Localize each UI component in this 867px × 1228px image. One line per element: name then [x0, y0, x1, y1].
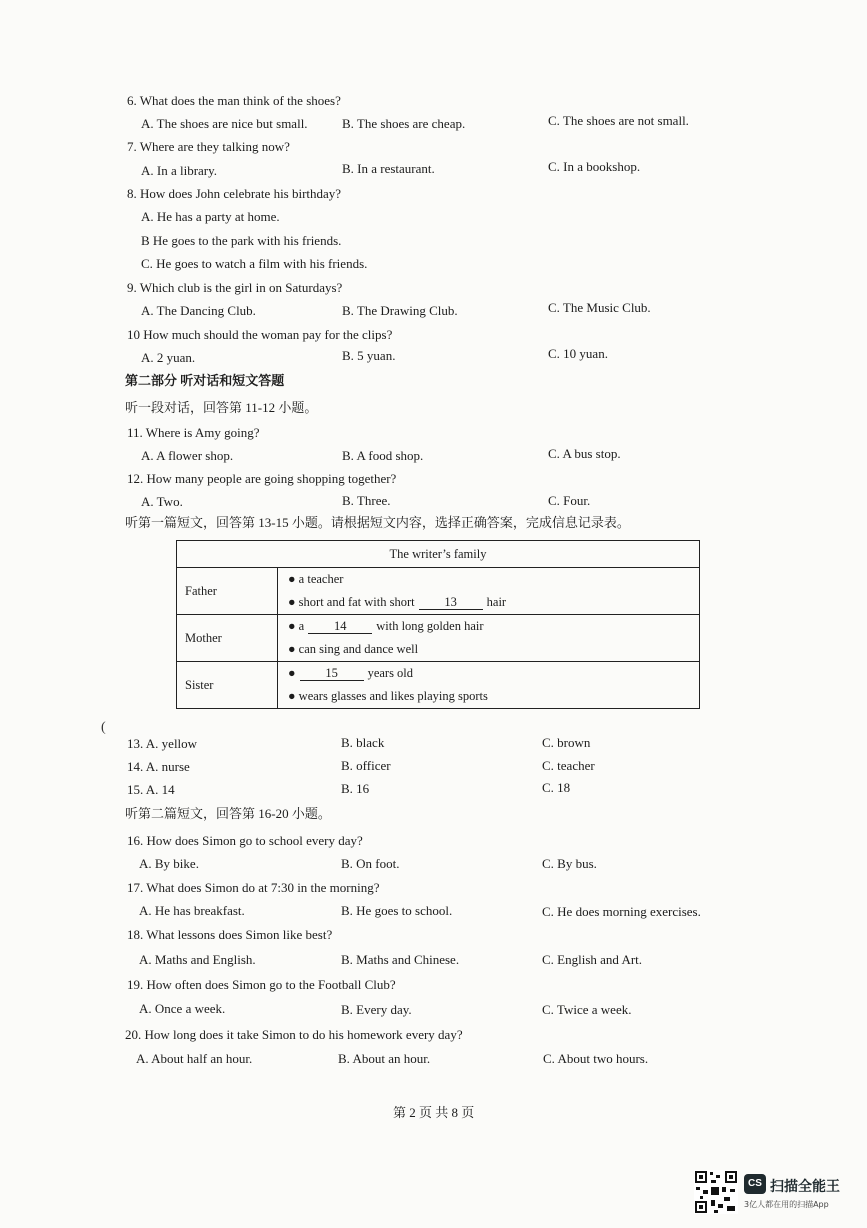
camscanner-name: 扫描全能王 — [770, 1179, 840, 1195]
q20-option-b: B. About an hour. — [338, 1051, 431, 1066]
camscanner-tagline: 3亿人都在用的扫描App — [744, 1200, 829, 1209]
q6-option-a: A. The shoes are nice but small. — [141, 116, 308, 131]
q11-stem: 11. Where is Amy going? — [127, 425, 260, 440]
q13-option-c: C. brown — [542, 735, 591, 750]
q16-option-a: A. By bike. — [139, 856, 199, 871]
row-label-father: Father — [177, 568, 278, 615]
q16-stem: 16. How does Simon go to school every day? — [127, 833, 363, 848]
row-sister — [278, 662, 700, 709]
qr-code-icon — [694, 1170, 738, 1214]
row-father — [278, 568, 700, 615]
mother-line-2: ● can sing and dance well — [288, 642, 419, 656]
q17-option-b: B. He goes to school. — [341, 903, 453, 918]
q16-option-b: B. On foot. — [341, 856, 400, 871]
q18-option-b: B. Maths and Chinese. — [341, 952, 460, 967]
q11-option-c: C. A bus stop. — [548, 446, 621, 461]
q16-option-c: C. By bus. — [542, 856, 597, 871]
q9-stem: 9. Which club is the girl in on Saturdays? — [127, 280, 343, 295]
q10-option-c: C. 10 yuan. — [548, 346, 608, 361]
q20-stem: 20. How long does it take Simon to do his homework every day? — [125, 1027, 463, 1042]
page-number: 第 2 页 共 8 页 — [393, 1105, 475, 1120]
q12-stem: 12. How many people are going shopping together? — [127, 471, 397, 486]
q7-option-c: C. In a bookshop. — [548, 159, 641, 174]
q6-stem: 6. What does the man think of the shoes? — [127, 93, 341, 108]
blank-15: 15 — [300, 666, 364, 681]
q12-option-a: A. Two. — [141, 494, 183, 509]
q18-stem: 18. What lessons does Simon like best? — [127, 927, 333, 942]
camscanner-logo: CS — [744, 1174, 766, 1194]
q6-option-c: C. The shoes are not small. — [548, 113, 689, 128]
instruction-11-12: 听一段对话，回答第 11-12 小题。 — [125, 400, 318, 415]
q13-option-b: B. black — [341, 735, 385, 750]
part2-title: 第二部分 听对话和短文答题 — [125, 373, 285, 388]
q19-option-a: A. Once a week. — [139, 1001, 226, 1016]
q7-option-b: B. In a restaurant. — [342, 161, 435, 176]
father-line-1: ● a teacher — [288, 572, 344, 586]
sister-line-1: ● 15 years old — [288, 666, 414, 680]
q18-option-a: A. Maths and English. — [139, 952, 256, 967]
instruction-16-20: 听第二篇短文，回答第 16-20 小题。 — [125, 806, 331, 821]
q10-option-a: A. 2 yuan. — [141, 350, 196, 365]
q14-option-b: B. officer — [341, 758, 391, 773]
margin-mark: ( — [101, 720, 106, 735]
q19-stem: 19. How often does Simon go to the Football Club? — [127, 977, 396, 992]
q14-option-a: 14. A. nurse — [127, 759, 190, 774]
q8-option-c: C. He goes to watch a film with his friends. — [141, 256, 368, 271]
blank-13: 13 — [419, 595, 483, 610]
q15-option-a: 15. A. 14 — [127, 782, 175, 797]
q7-stem: 7. Where are they talking now? — [127, 139, 290, 154]
q9-option-a: A. The Dancing Club. — [141, 303, 256, 318]
instruction-13-15: 听第一篇短文，回答第 13-15 小题。请根据短文内容，选择正确答案，完成信息记录表。 — [125, 515, 630, 530]
q11-option-b: B. A food shop. — [342, 448, 424, 463]
table-title: The writer’s family — [177, 541, 700, 568]
q17-option-a: A. He has breakfast. — [139, 903, 245, 918]
q15-option-c: C. 18 — [542, 780, 571, 795]
q8-option-b: B He goes to the park with his friends. — [141, 233, 342, 248]
q17-stem: 17. What does Simon do at 7:30 in the morning? — [127, 880, 380, 895]
q19-option-b: B. Every day. — [341, 1002, 412, 1017]
sister-line-2: ● wears glasses and likes playing sports — [288, 689, 488, 703]
q12-option-b: B. Three. — [342, 493, 391, 508]
q9-option-c: C. The Music Club. — [548, 300, 651, 315]
mother-line-1: ● a 14 with long golden hair — [288, 619, 484, 633]
q15-option-b: B. 16 — [341, 781, 370, 796]
q11-option-a: A. A flower shop. — [141, 448, 234, 463]
q17-option-c: C. He does morning exercises. — [542, 904, 701, 919]
q8-stem: 8. How does John celebrate his birthday? — [127, 186, 342, 201]
q10-stem: 10 How much should the woman pay for the clips? — [127, 327, 393, 342]
q20-option-a: A. About half an hour. — [136, 1051, 253, 1066]
q20-option-c: C. About two hours. — [543, 1051, 649, 1066]
q19-option-c: C. Twice a week. — [542, 1002, 632, 1017]
row-label-sister: Sister — [177, 662, 278, 709]
q7-option-a: A. In a library. — [141, 163, 218, 178]
q13-option-a: 13. A. yellow — [127, 736, 198, 751]
family-info-table — [176, 540, 700, 709]
q18-option-c: C. English and Art. — [542, 952, 643, 967]
q10-option-b: B. 5 yuan. — [342, 348, 396, 363]
row-mother — [278, 615, 700, 662]
q6-option-b: B. The shoes are cheap. — [342, 116, 466, 131]
q12-option-c: C. Four. — [548, 493, 591, 508]
q14-option-c: C. teacher — [542, 758, 595, 773]
q8-option-a: A. He has a party at home. — [141, 209, 280, 224]
blank-14: 14 — [308, 619, 372, 634]
father-line-2: ● short and fat with short 13 hair — [288, 595, 507, 609]
q9-option-b: B. The Drawing Club. — [342, 303, 458, 318]
row-label-mother: Mother — [177, 615, 278, 662]
